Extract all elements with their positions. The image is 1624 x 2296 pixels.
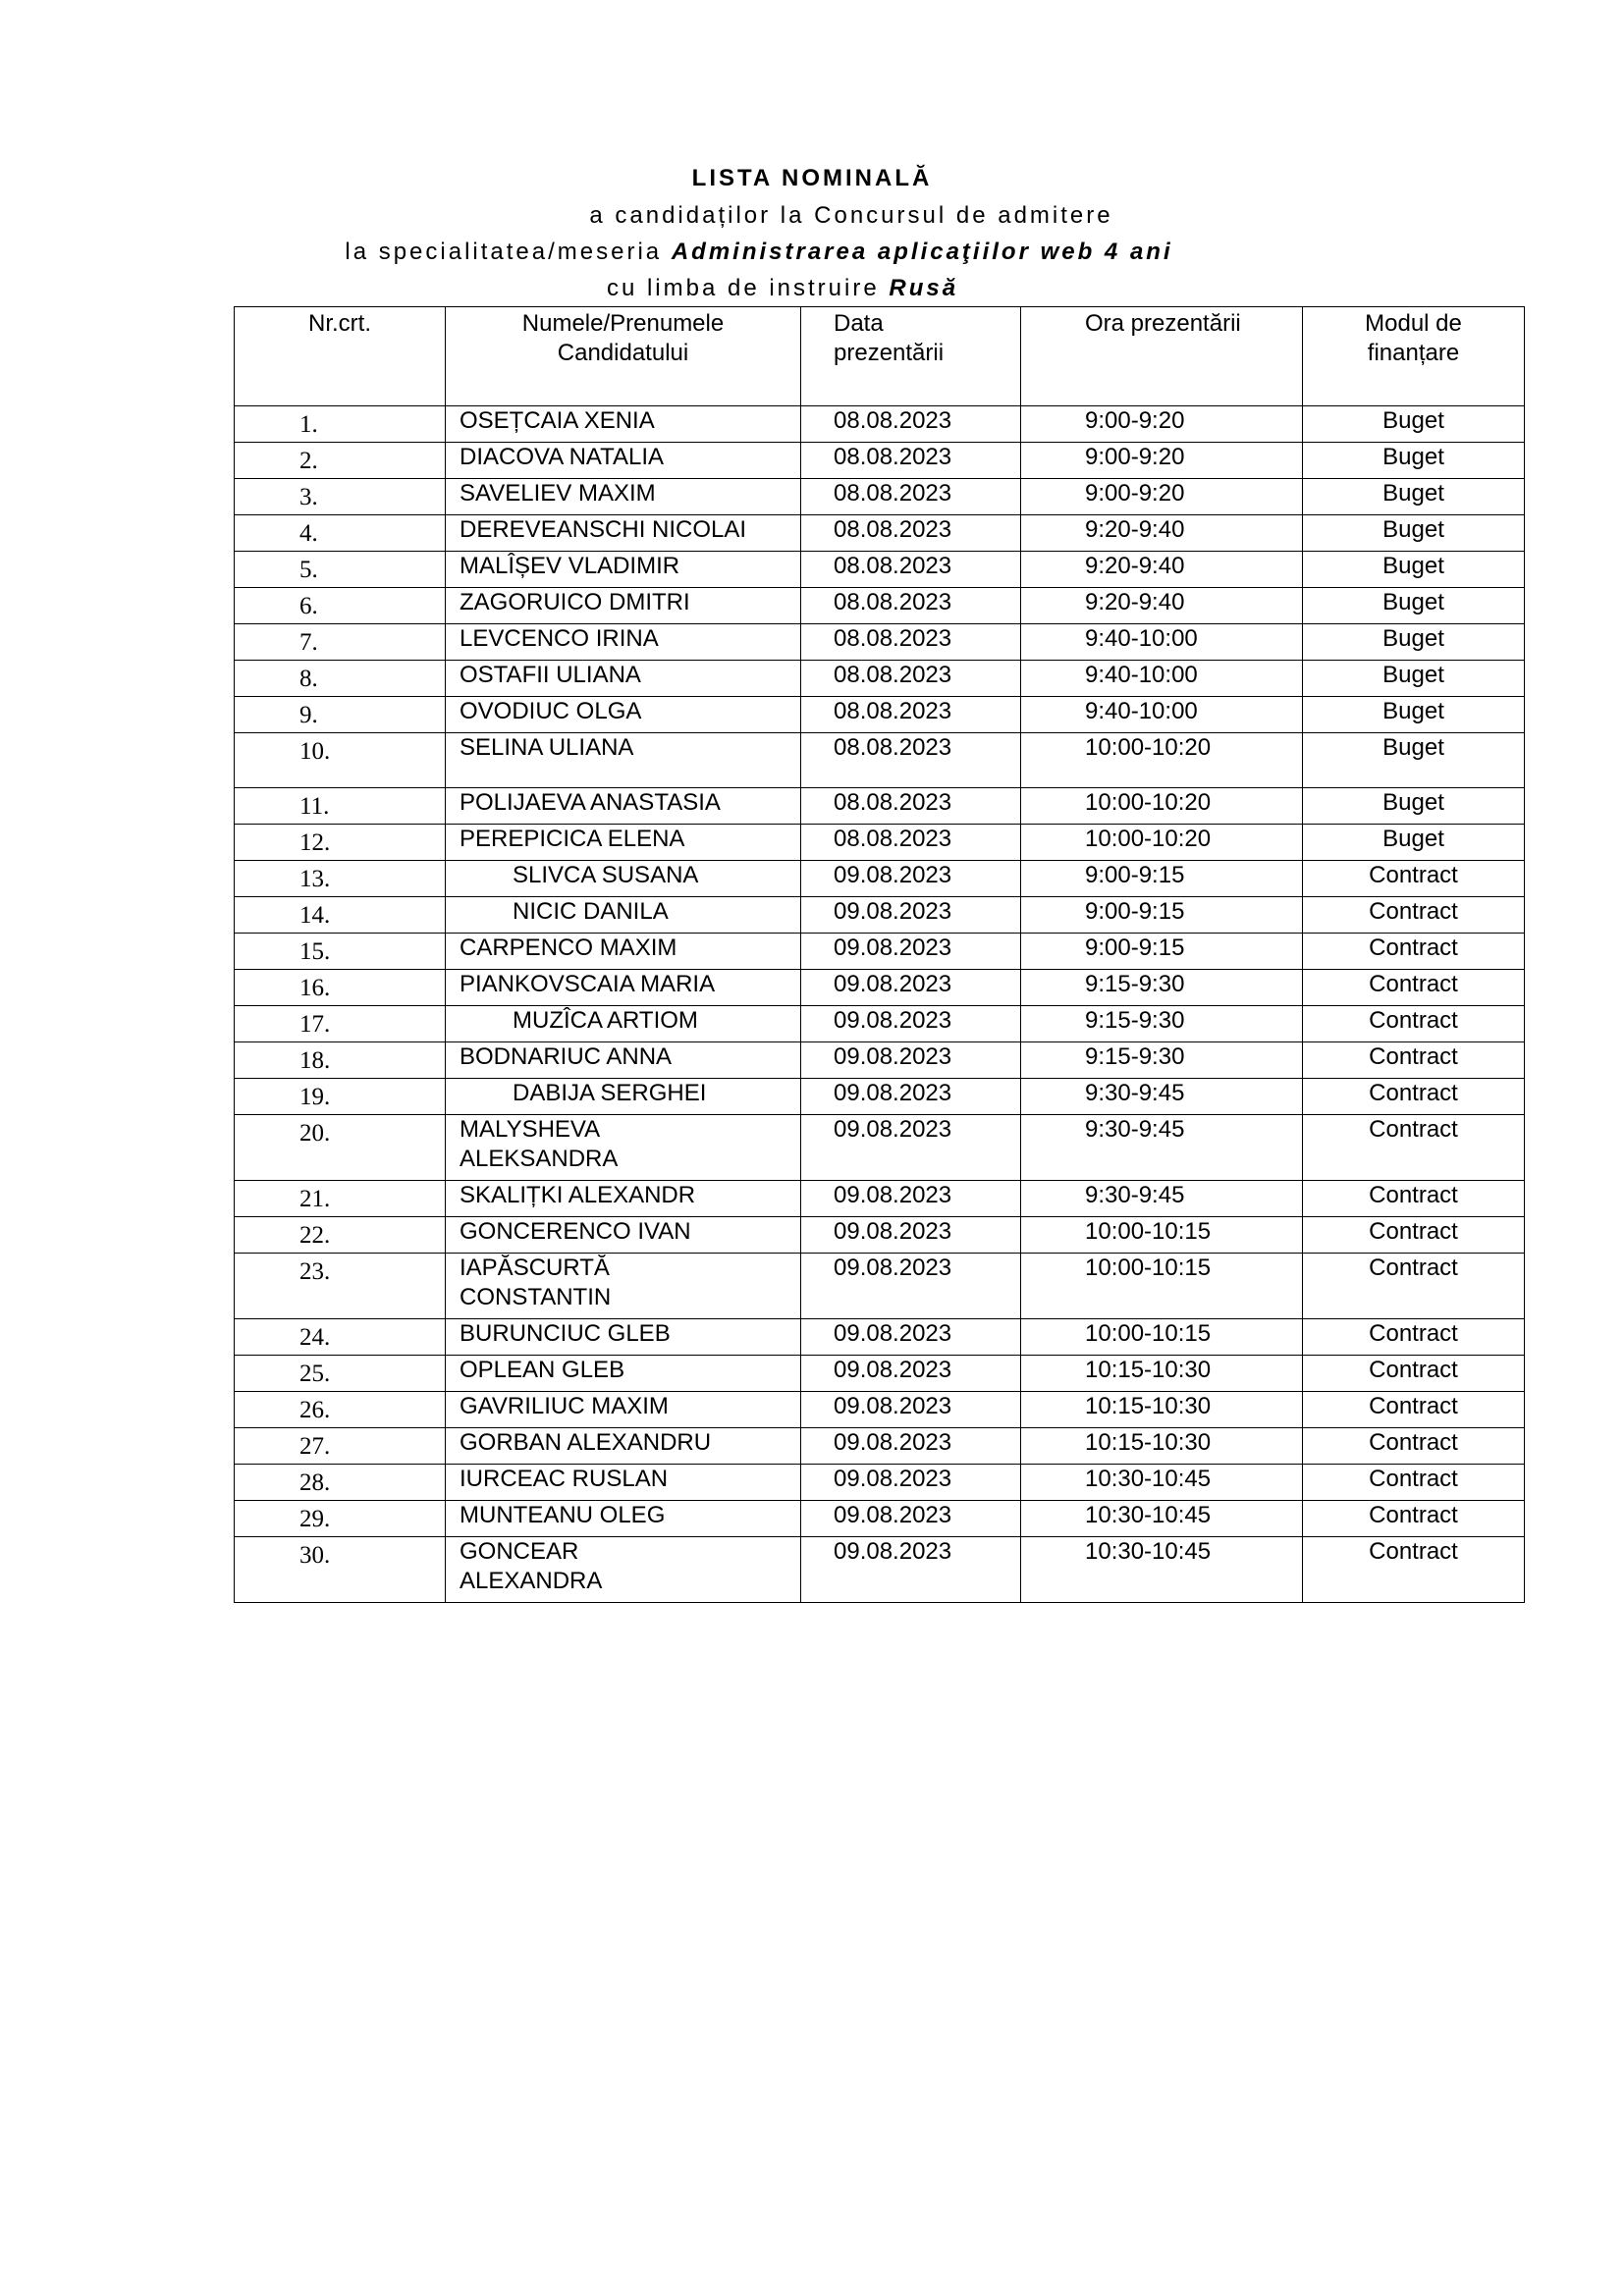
row-name: BURUNCIUC GLEB — [446, 1319, 801, 1356]
row-name: MUNTEANU OLEG — [446, 1501, 801, 1537]
row-name: POLIJAEVA ANASTASIA — [446, 788, 801, 825]
row-name: SKALIȚKI ALEXANDR — [446, 1181, 801, 1217]
row-date: 08.08.2023 — [801, 406, 1021, 443]
row-funding: Contract — [1303, 1006, 1525, 1042]
row-time: 10:00-10:15 — [1021, 1217, 1303, 1254]
table-row — [235, 1217, 1525, 1254]
row-date: 09.08.2023 — [801, 1115, 1021, 1181]
row-date: 09.08.2023 — [801, 1465, 1021, 1501]
row-name: PEREPICICA ELENA — [446, 825, 801, 861]
row-nr: 21. — [235, 1181, 446, 1217]
specialty-name: Administrarea aplicaţiilor web 4 ani — [671, 239, 1173, 265]
table-body — [235, 406, 1525, 1603]
row-name: IAPĂSCURTĂ CONSTANTIN — [446, 1254, 801, 1319]
table-row — [235, 733, 1525, 788]
table-row — [235, 1392, 1525, 1428]
row-time: 10:30-10:45 — [1021, 1537, 1303, 1603]
row-name: BODNARIUC ANNA — [446, 1042, 801, 1079]
row-time: 9:00-9:20 — [1021, 406, 1303, 443]
table-row — [235, 1115, 1525, 1181]
row-date: 08.08.2023 — [801, 788, 1021, 825]
row-nr: 26. — [235, 1392, 446, 1428]
row-funding: Contract — [1303, 1319, 1525, 1356]
row-date: 08.08.2023 — [801, 661, 1021, 697]
row-name: SLIVCA SUSANA — [446, 861, 801, 897]
row-time: 10:00-10:15 — [1021, 1319, 1303, 1356]
row-nr: 5. — [235, 552, 446, 588]
row-name: PIANKOVSCAIA MARIA — [446, 970, 801, 1006]
row-funding: Contract — [1303, 861, 1525, 897]
row-nr: 4. — [235, 515, 446, 552]
row-name: OSTAFII ULIANA — [446, 661, 801, 697]
row-funding: Buget — [1303, 515, 1525, 552]
row-date: 08.08.2023 — [801, 697, 1021, 733]
language-name: Rusă — [889, 275, 959, 301]
header-time: Ora prezentării — [1021, 307, 1303, 406]
row-date: 08.08.2023 — [801, 515, 1021, 552]
row-name: GORBAN ALEXANDRU — [446, 1428, 801, 1465]
row-nr: 13. — [235, 861, 446, 897]
specialty-prefix: la specialitatea/meseria — [345, 239, 672, 265]
row-nr: 8. — [235, 661, 446, 697]
row-funding: Buget — [1303, 624, 1525, 661]
row-funding: Contract — [1303, 1501, 1525, 1537]
row-name: OPLEAN GLEB — [446, 1356, 801, 1392]
row-time: 9:40-10:00 — [1021, 697, 1303, 733]
row-nr: 29. — [235, 1501, 446, 1537]
row-name: SAVELIEV MAXIM — [446, 479, 801, 515]
row-funding: Buget — [1303, 406, 1525, 443]
table-row — [235, 825, 1525, 861]
table-row — [235, 406, 1525, 443]
row-name: CARPENCO MAXIM — [446, 934, 801, 970]
table-row — [235, 1079, 1525, 1115]
row-funding: Contract — [1303, 897, 1525, 934]
table-row — [235, 479, 1525, 515]
row-nr: 2. — [235, 443, 446, 479]
table-row — [235, 1319, 1525, 1356]
row-funding: Contract — [1303, 1217, 1525, 1254]
table-row — [235, 624, 1525, 661]
row-date: 08.08.2023 — [801, 479, 1021, 515]
row-nr: 11. — [235, 788, 446, 825]
header-funding: Modul de finanțare — [1303, 307, 1525, 406]
row-funding: Contract — [1303, 1428, 1525, 1465]
row-time: 10:00-10:15 — [1021, 1254, 1303, 1319]
row-name: IURCEAC RUSLAN — [446, 1465, 801, 1501]
row-nr: 22. — [235, 1217, 446, 1254]
table-row — [235, 1356, 1525, 1392]
row-funding: Buget — [1303, 552, 1525, 588]
row-date: 09.08.2023 — [801, 1079, 1021, 1115]
table-row — [235, 861, 1525, 897]
row-date: 08.08.2023 — [801, 588, 1021, 624]
candidates-table — [234, 306, 1525, 1603]
subtitle-line-4 — [0, 277, 1595, 300]
row-time: 9:30-9:45 — [1021, 1115, 1303, 1181]
row-date: 09.08.2023 — [801, 861, 1021, 897]
table-row — [235, 697, 1525, 733]
row-date: 09.08.2023 — [801, 1501, 1021, 1537]
row-date: 09.08.2023 — [801, 1217, 1021, 1254]
row-funding: Buget — [1303, 588, 1525, 624]
row-date: 09.08.2023 — [801, 1006, 1021, 1042]
row-nr: 30. — [235, 1537, 446, 1603]
row-name: MALÎȘEV VLADIMIR — [446, 552, 801, 588]
row-date: 08.08.2023 — [801, 733, 1021, 788]
row-time: 9:30-9:45 — [1021, 1079, 1303, 1115]
row-time: 10:15-10:30 — [1021, 1356, 1303, 1392]
row-time: 10:15-10:30 — [1021, 1392, 1303, 1428]
row-nr: 10. — [235, 733, 446, 788]
row-time: 9:20-9:40 — [1021, 515, 1303, 552]
row-time: 9:15-9:30 — [1021, 970, 1303, 1006]
subtitle-line-3 — [0, 240, 1571, 264]
row-date: 09.08.2023 — [801, 1537, 1021, 1603]
row-funding: Contract — [1303, 1537, 1525, 1603]
row-name: SELINA ULIANA — [446, 733, 801, 788]
row-nr: 20. — [235, 1115, 446, 1181]
row-time: 9:40-10:00 — [1021, 624, 1303, 661]
table-row — [235, 1465, 1525, 1501]
row-date: 09.08.2023 — [801, 934, 1021, 970]
row-date: 09.08.2023 — [801, 1356, 1021, 1392]
table-row — [235, 588, 1525, 624]
row-date: 09.08.2023 — [801, 1042, 1021, 1079]
row-funding: Contract — [1303, 1181, 1525, 1217]
table-row — [235, 1537, 1525, 1603]
row-date: 09.08.2023 — [801, 1254, 1021, 1319]
row-nr: 6. — [235, 588, 446, 624]
row-time: 9:20-9:40 — [1021, 588, 1303, 624]
row-nr: 12. — [235, 825, 446, 861]
table-row — [235, 1006, 1525, 1042]
table-row — [235, 970, 1525, 1006]
table-header-row — [235, 307, 1525, 406]
row-name: MALYSHEVA ALEKSANDRA — [446, 1115, 801, 1181]
table-row — [235, 934, 1525, 970]
row-nr: 1. — [235, 406, 446, 443]
row-name: DIACOVA NATALIA — [446, 443, 801, 479]
row-time: 10:00-10:20 — [1021, 788, 1303, 825]
row-time: 9:40-10:00 — [1021, 661, 1303, 697]
row-funding: Buget — [1303, 733, 1525, 788]
row-date: 08.08.2023 — [801, 443, 1021, 479]
table-row — [235, 788, 1525, 825]
row-time: 9:00-9:15 — [1021, 897, 1303, 934]
row-nr: 27. — [235, 1428, 446, 1465]
row-name: DABIJA SERGHEI — [446, 1079, 801, 1115]
row-time: 9:00-9:15 — [1021, 934, 1303, 970]
row-nr: 17. — [235, 1006, 446, 1042]
row-funding: Buget — [1303, 788, 1525, 825]
page-title: LISTA NOMINALĂ — [691, 165, 933, 191]
row-funding: Contract — [1303, 1392, 1525, 1428]
row-time: 10:00-10:20 — [1021, 825, 1303, 861]
row-date: 08.08.2023 — [801, 552, 1021, 588]
row-nr: 28. — [235, 1465, 446, 1501]
row-funding: Buget — [1303, 697, 1525, 733]
table-row — [235, 661, 1525, 697]
row-time: 9:00-9:20 — [1021, 443, 1303, 479]
row-time: 9:00-9:15 — [1021, 861, 1303, 897]
table-row — [235, 1254, 1525, 1319]
row-funding: Contract — [1303, 934, 1525, 970]
row-nr: 16. — [235, 970, 446, 1006]
row-nr: 9. — [235, 697, 446, 733]
row-funding: Contract — [1303, 1115, 1525, 1181]
subtitle-line-2: a candidaților la Concursul de admitere — [589, 202, 1113, 229]
row-funding: Buget — [1303, 661, 1525, 697]
row-name: GAVRILIUC MAXIM — [446, 1392, 801, 1428]
row-time: 9:20-9:40 — [1021, 552, 1303, 588]
row-name: DEREVEANSCHI NICOLAI — [446, 515, 801, 552]
row-name: OVODIUC OLGA — [446, 697, 801, 733]
row-funding: Contract — [1303, 1356, 1525, 1392]
row-funding: Contract — [1303, 1042, 1525, 1079]
row-nr: 18. — [235, 1042, 446, 1079]
row-funding: Contract — [1303, 1254, 1525, 1319]
row-nr: 19. — [235, 1079, 446, 1115]
row-time: 9:30-9:45 — [1021, 1181, 1303, 1217]
row-name: GONCERENCO IVAN — [446, 1217, 801, 1254]
row-funding: Buget — [1303, 443, 1525, 479]
row-nr: 25. — [235, 1356, 446, 1392]
row-nr: 7. — [235, 624, 446, 661]
row-time: 10:30-10:45 — [1021, 1465, 1303, 1501]
row-nr: 24. — [235, 1319, 446, 1356]
row-date: 09.08.2023 — [801, 1428, 1021, 1465]
row-name: NICIC DANILA — [446, 897, 801, 934]
row-funding: Contract — [1303, 1465, 1525, 1501]
row-date: 08.08.2023 — [801, 624, 1021, 661]
row-nr: 15. — [235, 934, 446, 970]
header-date: Data prezentării — [801, 307, 1021, 406]
row-funding: Buget — [1303, 825, 1525, 861]
row-time: 10:00-10:20 — [1021, 733, 1303, 788]
row-funding: Contract — [1303, 1079, 1525, 1115]
row-nr: 3. — [235, 479, 446, 515]
row-name: ZAGORUICO DMITRI — [446, 588, 801, 624]
row-time: 9:15-9:30 — [1021, 1042, 1303, 1079]
row-name: MUZÎCA ARTIOM — [446, 1006, 801, 1042]
row-name: LEVCENCO IRINA — [446, 624, 801, 661]
table-row — [235, 1181, 1525, 1217]
table-row — [235, 443, 1525, 479]
row-date: 09.08.2023 — [801, 1181, 1021, 1217]
row-name: GONCEAR ALEXANDRA — [446, 1537, 801, 1603]
row-nr: 14. — [235, 897, 446, 934]
row-time: 10:15-10:30 — [1021, 1428, 1303, 1465]
table-row — [235, 1501, 1525, 1537]
table-row — [235, 1428, 1525, 1465]
row-funding: Contract — [1303, 970, 1525, 1006]
row-name: OSEȚCAIA XENIA — [446, 406, 801, 443]
table-row — [235, 1042, 1525, 1079]
row-time: 9:00-9:20 — [1021, 479, 1303, 515]
header-name: Numele/Prenumele Candidatului — [446, 307, 801, 406]
row-date: 08.08.2023 — [801, 825, 1021, 861]
row-date: 09.08.2023 — [801, 970, 1021, 1006]
row-funding: Buget — [1303, 479, 1525, 515]
language-prefix: cu limba de instruire — [606, 275, 890, 301]
row-nr: 23. — [235, 1254, 446, 1319]
row-date: 09.08.2023 — [801, 1392, 1021, 1428]
header-nr: Nr.crt. — [235, 307, 446, 406]
table-row — [235, 552, 1525, 588]
table-row — [235, 515, 1525, 552]
row-time: 9:15-9:30 — [1021, 1006, 1303, 1042]
row-date: 09.08.2023 — [801, 897, 1021, 934]
table-row — [235, 897, 1525, 934]
row-time: 10:30-10:45 — [1021, 1501, 1303, 1537]
row-date: 09.08.2023 — [801, 1319, 1021, 1356]
